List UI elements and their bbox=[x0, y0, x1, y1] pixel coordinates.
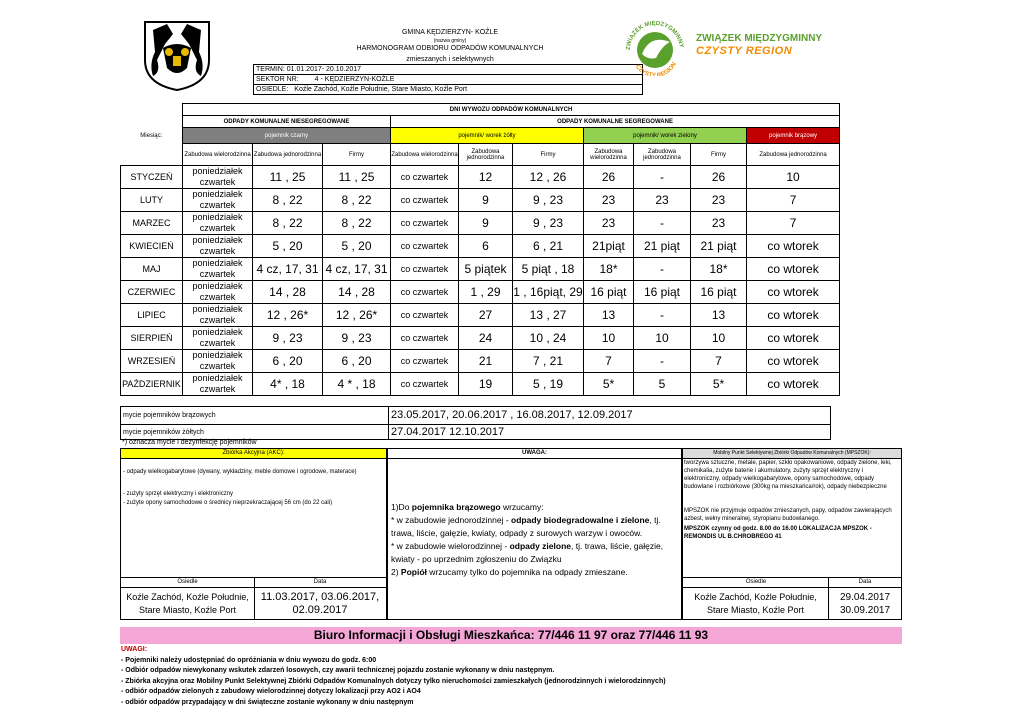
month-cell: KWIECIEŃ bbox=[121, 235, 183, 258]
mpszok-date-2: 30.09.2017 bbox=[839, 605, 891, 616]
logo-text-bottom: CZYSTY REGION bbox=[696, 45, 793, 57]
yellow-single-cell: 9 bbox=[459, 189, 513, 212]
green-single-cell: - bbox=[634, 166, 691, 189]
czysty-region-logo bbox=[622, 20, 688, 76]
footer-title: UWAGI: bbox=[121, 646, 148, 653]
logo-ring-bottom: CZYSTY REGION bbox=[633, 61, 678, 76]
wash-yellow-row bbox=[120, 424, 831, 440]
schedule-title: HARMONOGRAM ODBIORU ODPADÓW KOMUNALNYCH bbox=[356, 45, 544, 52]
wash-brown-dates: 23.05.2017, 20.06.2017 , 16.08.2017, 12.09.2017 bbox=[391, 409, 633, 421]
green-multi-cell: 10 bbox=[584, 327, 634, 350]
office-banner: Biuro Informacji i Obsługi Mieszkańca: 77/446 11 97 oraz 77/446 11 93 bbox=[120, 627, 902, 644]
green-single-cell: 5 bbox=[634, 373, 691, 396]
black-multi-cell: poniedziałek czwartek bbox=[183, 281, 253, 304]
yellow-firm-cell: 12 , 26 bbox=[513, 166, 584, 189]
green-single-cell: - bbox=[634, 350, 691, 373]
green-multi-cell: 16 piąt bbox=[584, 281, 634, 304]
green-firm-cell: 16 piąt bbox=[691, 281, 747, 304]
green-single-cell: - bbox=[634, 304, 691, 327]
green-firm-cell: 23 bbox=[691, 212, 747, 235]
month-cell: STYCZEŃ bbox=[121, 166, 183, 189]
yellow-firm-cell: 10 , 24 bbox=[513, 327, 584, 350]
month-cell: MAJ bbox=[121, 258, 183, 281]
brown-cell: 7 bbox=[747, 189, 840, 212]
black-single-cell: 8 , 22 bbox=[253, 212, 323, 235]
yellow-firm-cell: 13 , 27 bbox=[513, 304, 584, 327]
footer-note: - Odbiór odpadów niewykonany wskutek zdarzeń losowych, czy awarii technicznej pojazdu zostanie wykonany w dniu następnym. bbox=[121, 667, 555, 674]
municipality-caption: (nazwa gminy) bbox=[433, 38, 467, 44]
sektor-label: SEKTOR NR: bbox=[256, 76, 299, 83]
uwaga-line3: * w zabudowie wielorodzinnej - bbox=[391, 541, 510, 551]
schedule-subtitle: zmieszanych i selektywnych bbox=[406, 56, 494, 63]
black-single-cell: 14 , 28 bbox=[253, 281, 323, 304]
logo-text-top: ZWIĄZEK MIĘDZYGMINNY bbox=[696, 33, 823, 44]
green-multi-cell: 23 bbox=[584, 212, 634, 235]
footer-note: - odbiór odpadów przypadający w dni świąteczne zostanie wykonany w dniu następnym bbox=[121, 698, 414, 706]
uwaga-box bbox=[387, 448, 682, 620]
yellow-multi-cell: co czwartek bbox=[391, 235, 459, 258]
yellow-multi-cell: co czwartek bbox=[391, 327, 459, 350]
green-multi-cell: 21piąt bbox=[584, 235, 634, 258]
black-single-cell: 8 , 22 bbox=[253, 189, 323, 212]
black-firm-cell: 12 , 26* bbox=[323, 304, 391, 327]
akc-item: - zużyte opony samochodowe o średnicy nieprzekraczającej 56 cm (do 22 cali) bbox=[123, 500, 333, 506]
month-cell: CZERWIEC bbox=[121, 281, 183, 304]
mpszok-title: Mobilny Punkt Selektywnej Zbiórki Odpadów Komunalnych (MPSZOK): bbox=[683, 449, 901, 459]
uwaga-line1-bold: pojemnika brązowego bbox=[411, 502, 501, 512]
col-green-firms: Firmy bbox=[691, 144, 747, 166]
month-cell: SIERPIEŃ bbox=[121, 327, 183, 350]
akc-col-osiedle: Osiedle bbox=[177, 579, 198, 585]
uwaga-line3-rest: , tj. trawa, liście, gałęzie, kwiaty - po uprzednim zgłoszeniu do Związku bbox=[391, 541, 664, 564]
akc-title: Zbiórka Akcyjna (AKC): bbox=[121, 449, 386, 459]
akc-col-data: Data bbox=[313, 579, 327, 585]
yellow-multi-cell: co czwartek bbox=[391, 166, 459, 189]
black-firm-cell: 14 , 28 bbox=[323, 281, 391, 304]
yellow-firm-cell: 5 piąt , 18 bbox=[513, 258, 584, 281]
black-multi-cell: poniedziałek czwartek bbox=[183, 373, 253, 396]
month-cell: WRZESIEŃ bbox=[121, 350, 183, 373]
uwaga-line2: * w zabudowie jednorodzinnej - bbox=[391, 515, 512, 525]
mpszok-osiedle: Koźle Zachód, Koźle Południe, Stare Miasto, Koźle Port bbox=[694, 592, 817, 615]
table-row bbox=[121, 258, 840, 281]
bin-black-header: pojemnik czarny bbox=[183, 128, 391, 144]
yellow-single-cell: 1 , 29 bbox=[459, 281, 513, 304]
table-row bbox=[121, 327, 840, 350]
table-row bbox=[121, 304, 840, 327]
brown-cell: co wtorek bbox=[747, 304, 840, 327]
green-firm-cell: 7 bbox=[691, 350, 747, 373]
black-single-cell: 11 , 25 bbox=[253, 166, 323, 189]
akc-item: - odpady wielkogabarytowe (dywany, wykładziny, meble domowe i ogrodowe, materace) bbox=[123, 469, 357, 475]
green-firm-cell: 13 bbox=[691, 304, 747, 327]
black-single-cell: 4 cz, 17, 31 bbox=[253, 258, 323, 281]
black-multi-cell: poniedziałek czwartek bbox=[183, 235, 253, 258]
green-firm-cell: 5* bbox=[691, 373, 747, 396]
mpszok-text3: MPSZOK czynny od godz. 8.00 do 16.00 LOKALIZACJA MPSZOK - REMONDIS UL B.CHROBREGO 41 bbox=[684, 526, 872, 540]
yellow-single-cell: 6 bbox=[459, 235, 513, 258]
green-multi-cell: 7 bbox=[584, 350, 634, 373]
black-firm-cell: 6 , 20 bbox=[323, 350, 391, 373]
col-yellow-single: Zabudowa jednorodzinna bbox=[459, 144, 513, 166]
uwaga-line1: 1)Do bbox=[391, 502, 412, 512]
yellow-multi-cell: co czwartek bbox=[391, 373, 459, 396]
uwaga-line2-bold: odpady biodegradowalne i zielone bbox=[511, 515, 650, 525]
yellow-firm-cell: 6 , 21 bbox=[513, 235, 584, 258]
green-firm-cell: 10 bbox=[691, 327, 747, 350]
green-multi-cell: 23 bbox=[584, 189, 634, 212]
brown-cell: co wtorek bbox=[747, 281, 840, 304]
osiedle-line bbox=[253, 84, 643, 95]
yellow-single-cell: 27 bbox=[459, 304, 513, 327]
yellow-firm-cell: 9 , 23 bbox=[513, 212, 584, 235]
col-green-multi: Zabudowa wielorodzinna bbox=[584, 144, 634, 166]
yellow-multi-cell: co czwartek bbox=[391, 350, 459, 373]
mpszok-box bbox=[682, 448, 902, 620]
black-single-cell: 4* , 18 bbox=[253, 373, 323, 396]
month-label: Miesiąc: bbox=[140, 132, 163, 139]
col-brown-single: Zabudowa jednorodzinna bbox=[747, 144, 840, 166]
schedule-table bbox=[120, 103, 840, 396]
green-multi-cell: 18* bbox=[584, 258, 634, 281]
black-firm-cell: 11 , 25 bbox=[323, 166, 391, 189]
uwaga-line4: 2) bbox=[391, 567, 401, 577]
logo-ring-top: ZWIĄZEK MIĘDZYGMINNY bbox=[625, 20, 684, 51]
mpszok-col-data: Data bbox=[858, 579, 872, 585]
brown-cell: co wtorek bbox=[747, 258, 840, 281]
table-row bbox=[121, 350, 840, 373]
akc-box bbox=[120, 448, 387, 620]
black-single-cell: 12 , 26* bbox=[253, 304, 323, 327]
brown-cell: co wtorek bbox=[747, 327, 840, 350]
yellow-firm-cell: 5 , 19 bbox=[513, 373, 584, 396]
yellow-single-cell: 9 bbox=[459, 212, 513, 235]
green-multi-cell: 26 bbox=[584, 166, 634, 189]
yellow-firm-cell: 1 , 16piąt, 29 bbox=[513, 281, 584, 304]
green-single-cell: 23 bbox=[634, 189, 691, 212]
black-firm-cell: 4 * , 18 bbox=[323, 373, 391, 396]
wash-yellow-dates: 27.04.2017 12.10.2017 bbox=[391, 426, 505, 438]
footer-note: - odbiór odpadów zielonych z zabudowy wielorodzinnej dotyczy lokalizacji przy AO2 i AO4 bbox=[121, 688, 421, 695]
wash-brown-row bbox=[120, 406, 831, 425]
uwaga-line4-rest: wrzucamy tylko do pojemnika na odpady zmieszane. bbox=[426, 567, 628, 577]
black-firm-cell: 8 , 22 bbox=[323, 212, 391, 235]
month-cell: LUTY bbox=[121, 189, 183, 212]
black-firm-cell: 5 , 20 bbox=[323, 235, 391, 258]
black-single-cell: 5 , 20 bbox=[253, 235, 323, 258]
black-single-cell: 9 , 23 bbox=[253, 327, 323, 350]
brown-cell: co wtorek bbox=[747, 373, 840, 396]
month-cell: LIPIEC bbox=[121, 304, 183, 327]
group-segregated: ODPADY KOMUNALNE SEGREGOWANE bbox=[391, 116, 840, 128]
yellow-multi-cell: co czwartek bbox=[391, 281, 459, 304]
yellow-multi-cell: co czwartek bbox=[391, 212, 459, 235]
brown-cell: co wtorek bbox=[747, 235, 840, 258]
black-multi-cell: poniedziałek czwartek bbox=[183, 212, 253, 235]
bin-green-header: pojemnik/ worek zielony bbox=[584, 128, 747, 144]
green-single-cell: 10 bbox=[634, 327, 691, 350]
header-info-box bbox=[253, 64, 643, 95]
sektor-value: 4 - KĘDZIERZYN-KOŹLE bbox=[314, 76, 395, 83]
month-cell: PAŹDZIERNIK bbox=[121, 373, 183, 396]
brown-cell: co wtorek bbox=[747, 350, 840, 373]
yellow-single-cell: 21 bbox=[459, 350, 513, 373]
table-row bbox=[121, 189, 840, 212]
yellow-single-cell: 24 bbox=[459, 327, 513, 350]
green-single-cell: 21 piąt bbox=[634, 235, 691, 258]
uwaga-line3-bold: odpady zielone bbox=[509, 541, 571, 551]
uwaga-line4-bold: Popiół bbox=[400, 567, 427, 577]
osiedle-label: OSIEDLE: bbox=[256, 86, 289, 93]
col-black-multi: Zabudowa wielorodzinna bbox=[183, 144, 253, 166]
month-cell: MARZEC bbox=[121, 212, 183, 235]
table-row bbox=[121, 373, 840, 396]
black-multi-cell: poniedziałek czwartek bbox=[183, 258, 253, 281]
yellow-multi-cell: co czwartek bbox=[391, 258, 459, 281]
table-title: DNI WYWOZU ODPADÓW KOMUNALNYCH bbox=[183, 104, 840, 116]
footer-note: - Zbiórka akcyjna oraz Mobilny Punkt Selektywnej Zbiórki Odpadów Komunalnych dotyczy tylko nieruchomości zamieszkałych (jednorodzinnych i wielorodzinnych) bbox=[121, 677, 666, 685]
col-black-single: Zabudowa jednorodzinna bbox=[253, 144, 323, 166]
green-firm-cell: 21 piąt bbox=[691, 235, 747, 258]
mpszok-date-1: 29.04.2017 bbox=[839, 592, 891, 603]
col-green-single: Zabudowa jednorodzinna bbox=[634, 144, 691, 166]
akc-item: - zużyty sprzęt elektryczny i elektroniczny bbox=[123, 491, 234, 497]
wash-yellow-label: mycie pojemników żółtych bbox=[123, 429, 204, 436]
col-yellow-firms: Firmy bbox=[513, 144, 584, 166]
bin-brown-header: pojemnik brązowy bbox=[747, 128, 840, 144]
green-single-cell: - bbox=[634, 258, 691, 281]
black-multi-cell: poniedziałek czwartek bbox=[183, 350, 253, 373]
osiedle-value: Koźle Zachód, Koźle Południe, Stare Miasto, Koźle Port bbox=[294, 86, 468, 93]
table-row bbox=[121, 212, 840, 235]
black-multi-cell: poniedziałek czwartek bbox=[183, 166, 253, 189]
akc-osiedle: Koźle Zachód, Koźle Południe, Stare Miasto, Koźle Port bbox=[126, 592, 249, 615]
municipality-name: GMINA KĘDZIERZYN- KOŹLE bbox=[401, 29, 499, 36]
col-black-firms: Firmy bbox=[323, 144, 391, 166]
uwaga-line1-rest: wrzucamy: bbox=[500, 502, 544, 512]
mpszok-col-osiedle: Osiedle bbox=[745, 579, 767, 585]
uwaga-text bbox=[391, 501, 681, 579]
footer-notes bbox=[121, 645, 666, 708]
sektor-line bbox=[253, 74, 643, 84]
green-firm-cell: 23 bbox=[691, 189, 747, 212]
green-single-cell: 16 piąt bbox=[634, 281, 691, 304]
yellow-firm-cell: 7 , 21 bbox=[513, 350, 584, 373]
footer-note: - Pojemniki należy udostępniać do opróżniania w dniu wywozu do godz. 6:00 bbox=[121, 656, 377, 664]
table-row bbox=[121, 281, 840, 304]
green-multi-cell: 5* bbox=[584, 373, 634, 396]
brown-cell: 7 bbox=[747, 212, 840, 235]
green-firm-cell: 26 bbox=[691, 166, 747, 189]
wash-brown-label: mycie pojemników brązowych bbox=[123, 412, 216, 419]
yellow-multi-cell: co czwartek bbox=[391, 189, 459, 212]
akc-dates: 11.03.2017, 03.06.2017, 02.09.2017 bbox=[260, 591, 380, 616]
green-single-cell: - bbox=[634, 212, 691, 235]
table-row bbox=[121, 235, 840, 258]
bin-yellow-header: pojemnik/ worek żółty bbox=[391, 128, 584, 144]
termin-line: TERMIN: 01.01.2017- 20.10.2017 bbox=[253, 64, 643, 74]
yellow-multi-cell: co czwartek bbox=[391, 304, 459, 327]
uwaga-line2-rest: , tj. trawa, liście, gałęzie, kwiaty, odpady z surowych warzyw i owoców. bbox=[391, 515, 661, 538]
green-firm-cell: 18* bbox=[691, 258, 747, 281]
brown-cell: 10 bbox=[747, 166, 840, 189]
black-multi-cell: poniedziałek czwartek bbox=[183, 189, 253, 212]
yellow-single-cell: 12 bbox=[459, 166, 513, 189]
green-multi-cell: 13 bbox=[584, 304, 634, 327]
group-mixed: ODPADY KOMUNALNE NIESEGREGOWANE bbox=[183, 116, 391, 128]
black-multi-cell: poniedziałek czwartek bbox=[183, 304, 253, 327]
black-single-cell: 6 , 20 bbox=[253, 350, 323, 373]
mpszok-text2: MPSZOK nie przyjmuje odpadów zmieszanych, papy, odpadów zawierających azbest, wełny mineralnej, styropianu budowlanego. bbox=[684, 508, 892, 522]
black-firm-cell: 4 cz, 17, 31 bbox=[323, 258, 391, 281]
uwaga-title: UWAGA: bbox=[388, 449, 681, 459]
black-firm-cell: 8 , 22 bbox=[323, 189, 391, 212]
yellow-single-cell: 19 bbox=[459, 373, 513, 396]
table-row bbox=[121, 166, 840, 189]
col-yellow-multi: Zabudowa wielorodzinna bbox=[391, 144, 459, 166]
wash-note: *) oznacza mycie i dezynfekcję pojemników bbox=[122, 439, 257, 446]
mpszok-text1: tworzywa sztuczne, metale, papier, szkło opakowaniowe, odpady zielone, leki, chemikalia, zużyte baterie i akumulatory, zużyty sprzęt elektryczny i elektroniczny, odpady wielkogabarytowe, opony samochodowe, odpady budowlane i rozbiórkowe (300kg na mieszkańca/rok), odpady niebezpieczne bbox=[684, 460, 892, 490]
yellow-firm-cell: 9 , 23 bbox=[513, 189, 584, 212]
black-firm-cell: 9 , 23 bbox=[323, 327, 391, 350]
black-multi-cell: poniedziałek czwartek bbox=[183, 327, 253, 350]
yellow-single-cell: 5 piątek bbox=[459, 258, 513, 281]
coat-of-arms-logo bbox=[143, 20, 211, 92]
